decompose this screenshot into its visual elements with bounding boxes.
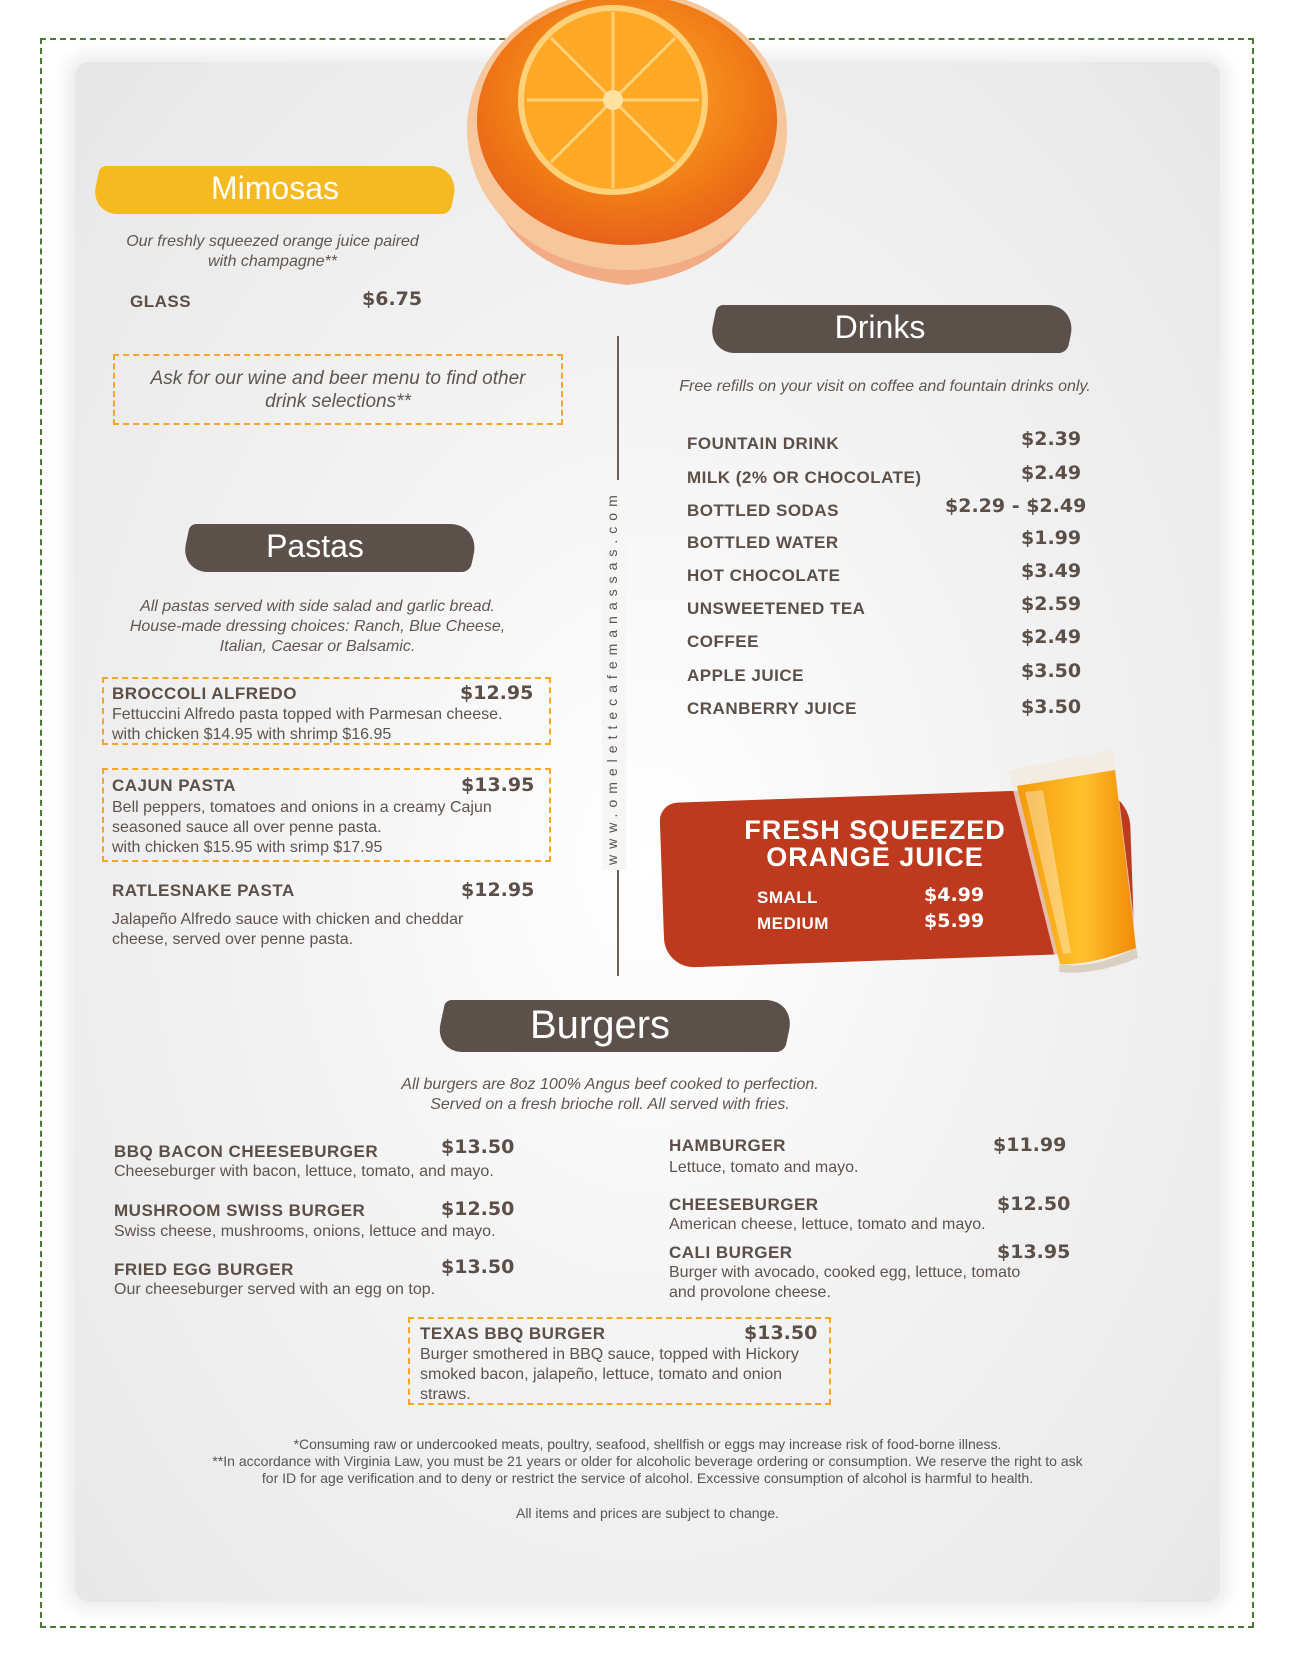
price-change-note: All items and prices are subject to change. [515, 1505, 780, 1521]
burger-name: CALI BURGER [669, 1243, 793, 1262]
oj-title-line2: ORANGE JUICE [766, 842, 984, 872]
pasta-desc-line: with chicken $14.95 with shrimp $16.95 [112, 726, 392, 743]
drink-price: $2.49 [1021, 626, 1082, 648]
burger-price: $13.50 [744, 1322, 818, 1344]
burger-desc-line: smoked bacon, jalapeño, lettuce, tomato and onion [420, 1366, 783, 1383]
mimosas-desc-line1: Our freshly squeezed orange juice paired [126, 233, 419, 250]
burger-price: $12.50 [441, 1198, 515, 1220]
burger-name: TEXAS BBQ BURGER [420, 1324, 606, 1343]
pasta-item-price: $13.95 [461, 774, 535, 796]
burger-desc-line: Burger smothered in BBQ sauce, topped with Hickory [420, 1346, 799, 1363]
drink-price: $3.50 [1021, 696, 1082, 718]
drink-price: $3.50 [1021, 660, 1082, 682]
burger-name: MUSHROOM SWISS BURGER [114, 1201, 366, 1220]
oj-size-name: SMALL [757, 888, 819, 907]
drink-price: $2.49 [1021, 462, 1082, 484]
drinks-intro: Free refills on your visit on coffee and fountain drinks only. [679, 378, 1091, 395]
burger-desc: Lettuce, tomato and mayo. [669, 1159, 859, 1176]
drink-name: APPLE JUICE [687, 666, 804, 685]
burger-name: FRIED EGG BURGER [114, 1260, 294, 1279]
burger-price: $11.99 [993, 1134, 1067, 1156]
burger-desc-line: and provolone cheese. [669, 1284, 831, 1301]
pasta-item-name: BROCCOLI ALFREDO [112, 684, 297, 703]
drink-price: $3.49 [1021, 560, 1082, 582]
drink-name: UNSWEETENED TEA [687, 599, 866, 618]
mimosas-desc-line2: with champagne** [208, 253, 337, 270]
drink-name: BOTTLED WATER [687, 533, 839, 552]
burger-desc: Cheeseburger with bacon, lettuce, tomato, and mayo. [114, 1163, 494, 1180]
burger-price: $13.50 [441, 1136, 515, 1158]
pasta-item-desc [112, 910, 463, 950]
burger-desc: Swiss cheese, mushrooms, onions, lettuce and mayo. [114, 1223, 496, 1240]
burger-price: $13.95 [997, 1241, 1071, 1263]
pasta-item-price: $12.95 [460, 682, 534, 704]
drink-name: BOTTLED SODAS [687, 501, 839, 520]
website-url: www.omelettecafemanassas.com [604, 489, 620, 865]
mimosas-glass-price: $6.75 [362, 288, 423, 310]
drink-price: $2.29 - $2.49 [945, 495, 1087, 517]
pasta-desc-line: Jalapeño Alfredo sauce with chicken and cheddar [112, 911, 464, 928]
pasta-item-name: RATLESNAKE PASTA [112, 881, 295, 900]
pasta-desc-line: seasoned sauce all over penne pasta. [112, 819, 382, 836]
burger-desc: Our cheeseburger served with an egg on top. [114, 1281, 436, 1298]
burger-desc: American cheese, lettuce, tomato and mayo. [669, 1216, 986, 1233]
oj-size-name: MEDIUM [757, 914, 829, 933]
disclaimer-line: for ID for age verification and to deny or restrict the service of alcohol. Excessive consumption of alcohol is harmful to health. [261, 1470, 1034, 1486]
mimosas-description [100, 232, 445, 272]
pasta-desc-line: Bell peppers, tomatoes and onions in a creamy Cajun [112, 799, 492, 816]
note-line1: Ask for our wine and beer menu to find other [150, 368, 526, 389]
orange-juice-title [720, 817, 1030, 871]
oj-size-price: $5.99 [924, 910, 985, 932]
pasta-item-desc [112, 705, 502, 745]
oj-size-price: $4.99 [924, 884, 985, 906]
pasta-item-price: $12.95 [461, 879, 535, 901]
disclaimer-line: **In accordance with Virginia Law, you must be 21 years or older for alcoholic beverage ordering or consumption. We reserve the right to ask [212, 1453, 1083, 1469]
burger-name: HAMBURGER [669, 1136, 786, 1155]
disclaimer-line: *Consuming raw or undercooked meats, poultry, seafood, shellfish or eggs may increase risk of food-borne illness. [293, 1436, 1002, 1452]
pasta-item-name: CAJUN PASTA [112, 776, 236, 795]
drink-name: FOUNTAIN DRINK [687, 434, 840, 453]
burger-desc [669, 1263, 1020, 1303]
drink-price: $2.59 [1021, 593, 1082, 615]
pastas-intro-line2: House-made dressing choices: Ranch, Blue Cheese, [129, 618, 506, 635]
drink-price: $1.99 [1021, 527, 1082, 549]
burger-desc [420, 1345, 799, 1405]
orange-slice-glass-image [455, 0, 800, 290]
burger-name: CHEESEBURGER [669, 1195, 819, 1214]
burger-desc-line: straws. [420, 1386, 471, 1403]
pasta-desc-line: cheese, served over penne pasta. [112, 931, 354, 948]
drink-name: CRANBERRY JUICE [687, 699, 857, 718]
mimosas-title: Mimosas [210, 170, 339, 206]
drink-price: $2.39 [1021, 428, 1082, 450]
drinks-title: Drinks [834, 309, 926, 345]
note-line2: drink selections** [265, 391, 411, 412]
burger-desc-line: Burger with avocado, cooked egg, lettuce, tomato [669, 1264, 1021, 1281]
pasta-desc-line: with chicken $15.95 with srimp $17.95 [112, 839, 383, 856]
pasta-item-desc [112, 798, 492, 858]
pastas-title: Pastas [266, 528, 364, 564]
burgers-intro [350, 1075, 870, 1115]
pastas-intro-line3: Italian, Caesar or Balsamic. [219, 638, 416, 655]
drink-name: COFFEE [687, 632, 759, 651]
burgers-intro-line1: All burgers are 8oz 100% Angus beef cooked to perfection. [401, 1076, 819, 1093]
drink-name: HOT CHOCOLATE [687, 566, 841, 585]
burger-price: $13.50 [441, 1256, 515, 1278]
orange-juice-glass-image [1003, 748, 1153, 976]
burger-price: $12.50 [997, 1193, 1071, 1215]
legal-disclaimer [110, 1436, 1185, 1487]
pasta-desc-line: Fettuccini Alfredo pasta topped with Parmesan cheese. [112, 706, 503, 723]
oj-title-line1: FRESH SQUEEZED [744, 815, 1006, 845]
pastas-intro [110, 597, 525, 657]
burgers-intro-line2: Served on a fresh brioche roll. All served with fries. [430, 1096, 790, 1113]
drink-name: MILK (2% OR CHOCOLATE) [687, 468, 922, 487]
burgers-title: Burgers [529, 1003, 671, 1047]
pastas-intro-line1: All pastas served with side salad and garlic bread. [140, 598, 495, 615]
wine-beer-note [113, 367, 563, 413]
burger-name: BBQ BACON CHEESEBURGER [114, 1142, 379, 1161]
mimosas-glass-label: GLASS [130, 292, 192, 311]
